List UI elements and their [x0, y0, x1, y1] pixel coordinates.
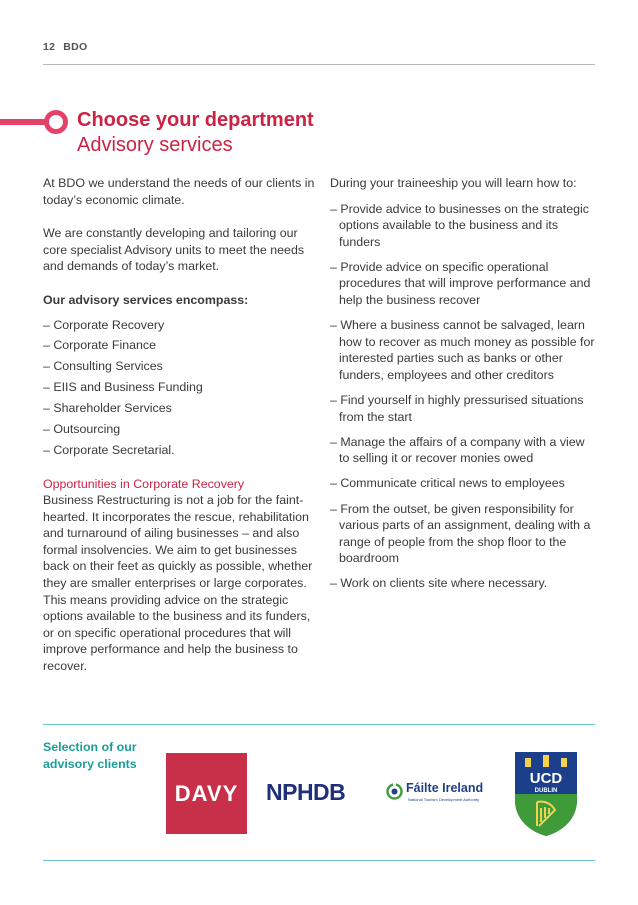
nphdb-logo: NPHDB: [266, 779, 346, 805]
davy-logo: [166, 753, 247, 834]
list-item: – Consulting Services: [43, 359, 163, 374]
learning-list: [330, 201, 598, 592]
page-header: [43, 41, 88, 53]
intro-paragraph: At BDO we understand the needs of our clients in today’s economic climate.: [43, 176, 315, 207]
page-title: Choose your department: [77, 109, 314, 131]
page-number: 12: [43, 41, 56, 53]
list-item: – Manage the affairs of a company with a view to selling it or recover monies owed: [330, 434, 585, 466]
list-item: – Work on clients site where necessary.: [330, 576, 548, 591]
traineeship-intro: During your traineeship you will learn how to:: [330, 176, 577, 190]
ucd-subtext: DUBLIN: [534, 788, 558, 794]
list-item: – Corporate Recovery: [43, 317, 165, 332]
title-accent-ring-icon: [44, 110, 68, 134]
clients-top-divider: [43, 724, 595, 725]
failte-mark-icon: [386, 783, 403, 800]
services-heading: Our advisory services encompass:: [43, 292, 249, 307]
failte-tagline: National Tourism Development Authority: [408, 797, 480, 802]
list-item: – Provide advice on specific operational procedures that will improve performance and help the business recover: [330, 259, 591, 308]
ucd-text: UCD: [529, 770, 563, 787]
header-brand: BDO: [63, 41, 88, 53]
right-column: [330, 175, 598, 600]
list-item: – From the outset, be given responsibility for various parts of an assignment, dealing with a range of people from the shop floor to the boardroom: [330, 501, 591, 566]
opportunities-body: Business Restructuring is not a job for the faint-hearted. It incorporates the rescue, rehabilitation and turnaround of ailing businesses – and also formal insolvencies. We aim to get businesses back on their feet as quickly as possible, whether they are smaller enterprises or large corporates. This means providing advice on the strategic options available to the business and its funders, or on specific operational procedures that will improve performance and help the business to recover.: [43, 493, 313, 674]
davy-logo-text: DAVY: [174, 780, 239, 806]
services-list: [43, 317, 315, 459]
list-item: – Find yourself in highly pressurised situations from the start: [330, 393, 584, 424]
list-item: – Communicate critical news to employees: [330, 476, 565, 491]
clients-label: Selection of our advisory clients: [43, 740, 137, 771]
page-subtitle: Advisory services: [77, 134, 233, 156]
list-item: – Corporate Finance: [43, 338, 156, 353]
header-divider: [43, 64, 595, 65]
list-item: – Outsourcing: [43, 422, 121, 437]
title-accent-bar: [0, 119, 50, 125]
opportunities-heading: Opportunities in Corporate Recovery: [43, 476, 245, 491]
clients-bottom-divider: [43, 860, 595, 861]
left-column: [43, 175, 315, 675]
failte-name: Fáilte Ireland: [406, 781, 484, 795]
list-item: – Provide advice to businesses on the strategic options available to the business and its funders: [330, 201, 589, 249]
ucd-crest-logo: [513, 750, 579, 838]
list-item: – Shareholder Services: [43, 401, 172, 416]
advisory-paragraph: We are constantly developing and tailoring our core specialist Advisory units to meet the needs and demands of today’s market.: [43, 226, 305, 274]
list-item: – Where a business cannot be salvaged, learn how to recover as much money as possible for interested parties such as banks or other funders, employees and other creditors: [330, 318, 595, 382]
list-item: – EIIS and Business Funding: [43, 380, 203, 395]
list-item: – Corporate Secretarial.: [43, 442, 175, 457]
